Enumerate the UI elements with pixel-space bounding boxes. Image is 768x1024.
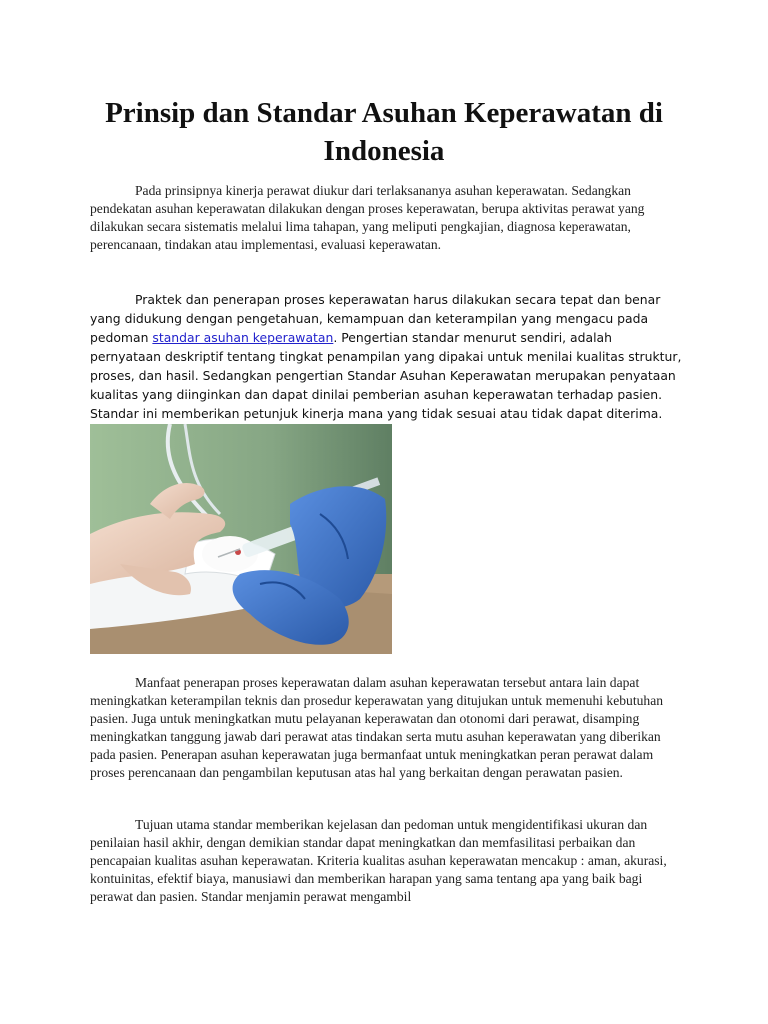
paragraph-3: Manfaat penerapan proses keperawatan dalam asuhan keperawatan tersebut antara lain dapat meningkatkan keterampilan teknis dan prosedur keperawatan yang ditujukan untuk memenuhi kebutuhan pasien. Juga untuk meningkatkan mutu pelayanan keperawatan dan otonomi dari perawat, disamping meningkatkan tanggung jawab dari perawat atas tindakan serta mutu asuhan keperawatan yang diberikan pada pasien. Penerapan asuhan keperawatan juga bermanfaat untuk meningkatkan peran perawat dalam proses perencanaan dan pengambilan keputusan atas hal yang berkaitan dengan perawatan pasien.	[90, 675, 664, 780]
paragraph-2	[90, 290, 682, 423]
paragraph-4: Tujuan utama standar memberikan kejelasan dan pedoman untuk mengidentifikasi ukuran dan penilaian hasil akhir, dengan demikian standar dapat meningkatkan dan memfasilitasi perbaikan dan pencapaian kualitas asuhan keperawatan. Kriteria kualitas asuhan keperawatan mencakup : aman, akurasi, kontuinitas, efektif biaya, manusiawi dan memberikan harapan yang sama tentang apa yang baik bagi perawat dan pasien. Standar menjamin perawat mengambil	[90, 817, 667, 904]
page-title: Prinsip dan Standar Asuhan Keperawatan di Indonesia	[105, 97, 663, 167]
nurse-injection-illustration	[90, 424, 392, 654]
paragraph-1: Pada prinsipnya kinerja perawat diukur dari terlaksananya asuhan keperawatan. Sedangkan pendekatan asuhan keperawatan dilakukan dengan proses keperawatan, berupa aktivitas perawat yang dilakukan secara sistematis melalui lima tahapan, yang meliputi pengkajian, diagnosa keperawatan, perencanaan, tindakan atau implementasi, evaluasi keperawatan.	[90, 183, 645, 252]
paragraph-2-text-start: Praktek dan penerapan proses keperawatan harus dilakukan secara tepat dan benar yang didukung dengan pengetahuan, kemampuan dan keterampilan yang mengacu pada pedoman	[90, 292, 661, 345]
nurse-injection-photo	[90, 424, 392, 654]
standar-asuhan-keperawatan-link[interactable]: standar asuhan keperawatan	[152, 330, 334, 345]
paragraph-2-text-end: . Pengertian standar menurut sendiri, adalah pernyataan deskriptif tentang tingkat penampilan yang dipakai untuk menilai kualitas struktur, proses, dan hasil. Sedangkan pengertian Standar Asuhan Keperawatan merupakan penyataan kualitas yang diinginkan dan dapat dinilai pemberian asuhan keperawatan terhadap pasien. Standar ini memberikan petunjuk kinerja mana yang tidak sesuai atau tidak dapat diterima.	[90, 330, 682, 421]
